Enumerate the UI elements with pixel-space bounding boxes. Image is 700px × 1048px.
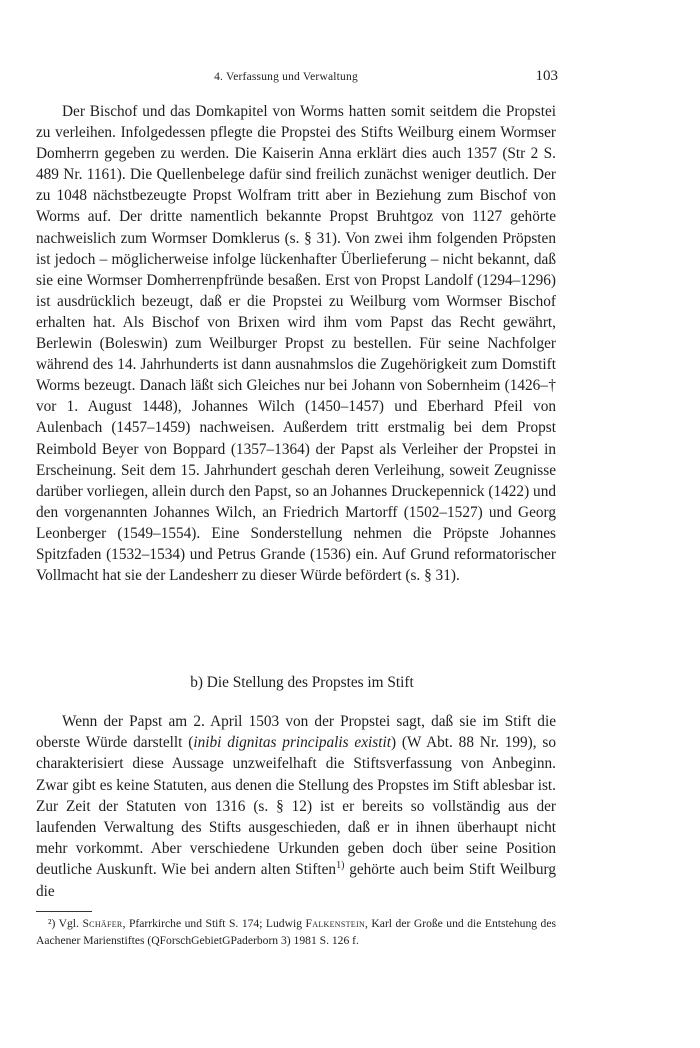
footnote <box>36 916 556 949</box>
footnote-part-2: , Pfarrkirche und Stift S. 174; Ludwig <box>122 917 306 930</box>
paragraph-2-text-start: Wenn der Papst am 2. April 1503 von der Propstei sagt, daß sie im Stift die oberste Würde darstellt ( <box>36 713 556 752</box>
body-text-section-a <box>36 101 556 586</box>
page-number: 103 <box>535 68 558 84</box>
footnote-text <box>36 916 556 949</box>
footnote-author-2: Falkenstein <box>305 917 366 930</box>
latin-quotation: inibi dignitas principalis existit <box>193 734 391 752</box>
footnote-part-3: , Karl der Große und die Entstehung des Aachener Marienstiftes (QForschGebietGPaderborn 3) 1981 S. 126 f. <box>36 917 556 947</box>
paragraph-2-text-middle: ) (W Abt. 88 Nr. 199), so charakterisiert diese Aussage unzweifelhaft die Stiftsverfassung von Anbeginn. Zwar gibt es keine Statuten, aus denen die Stellung des Propstes im Stift ablesbar ist. Zur Zeit der Statuten von 1316 (s. § 12) ist er bereits so vollständig aus der laufenden Verwaltung des Stifts ausgeschieden, daß er in ihnen überhaupt nicht mehr vorkommt. Aber verschiedene Urkunden geben doch über seine Position deutliche Auskunft. Wie bei andern alten Stiften <box>36 734 557 879</box>
footnote-divider <box>36 911 92 912</box>
body-text-section-b <box>36 711 556 902</box>
section-heading: b) Die Stellung des Propstes im Stift <box>190 674 414 691</box>
paragraph-1: Der Bischof und das Domkapitel von Worms hatten somit seitdem die Propstei zu verleihen. Infolgedessen pflegte die Propstei des Stifts Weilburg einem Wormser Domherrn gegeben zu werden. Die Kaiserin Anna erklärt dies auch 1357 (Str 2 S. 489 Nr. 1161). Die Quellenbelege dafür sind freilich zunächst weniger deutlich. Der zu 1048 nächstbezeugte Propst Wolfram tritt aber in Beziehung zum Bischof von Worms auf. Der dritte namentlich bekannte Propst Bruhtgoz von 1127 gehörte nachweislich zum Wormser Domklerus (s. § 31). Von zwei ihm folgenden Pröpsten ist jedoch – möglicherweise infolge lückenhafter Überlieferung – nicht bekannt, daß sie eine Wormser Domherrenpfründe besaßen. Erst von Propst Landolf (1294–1296) ist ausdrücklich bezeugt, daß er die Propstei zu Weilburg vom Wormser Bischof erhalten hat. Als Bischof von Brixen wird ihm vom Papst das Recht gewährt, Berlewin (Boleswin) zum Weilburger Propst zu bestellen. Für seine Nachfolger während des 14. Jahrhunderts ist dann ausnahmslos die Zugehörigkeit zum Domstift Worms bezeugt. Danach läßt sich Gleiches nur bei Johann von Sobernheim (1426–† vor 1. August 1448), Johannes Wilch (1450–1457) und Eberhard Pfeil von Aulenbach (1457–1459) nachweisen. Außerdem tritt erstmalig bei dem Propst Reimbold Beyer von Boppard (1357–1364) der Papst als Verleiher der Propstei in Erscheinung. Seit dem 15. Jahrhundert geschah deren Verleihung, soweit Zeugnisse darüber vorliegen, allein durch den Papst, so an Johannes Druckepennick (1422) und den vorgenannten Johannes Wilch, an Friedrich Martorff (1502–1527) und Georg Leonberger (1549–1554). Eine Sonderstellung nehmen die Pröpste Johannes Spitzfaden (1532–1534) und Petrus Grande (1536) ein. Auf Grund reformatorischer Vollmacht hat sie der Landesherr zu dieser Würde befördert (s. § 31). <box>36 103 556 585</box>
footnote-part-1: Vgl. <box>55 917 83 930</box>
footnote-author-1: Schäfer <box>82 917 123 930</box>
paragraph-2-text-end: gehörte auch beim Stift Weilburg die <box>36 861 556 900</box>
footnote-marker: ²) <box>48 917 56 930</box>
running-head <box>36 68 556 88</box>
paragraph-2 <box>36 711 556 902</box>
running-title: 4. Verfassung und Verwaltung <box>214 71 358 83</box>
footnote-reference: 1) <box>336 860 345 872</box>
